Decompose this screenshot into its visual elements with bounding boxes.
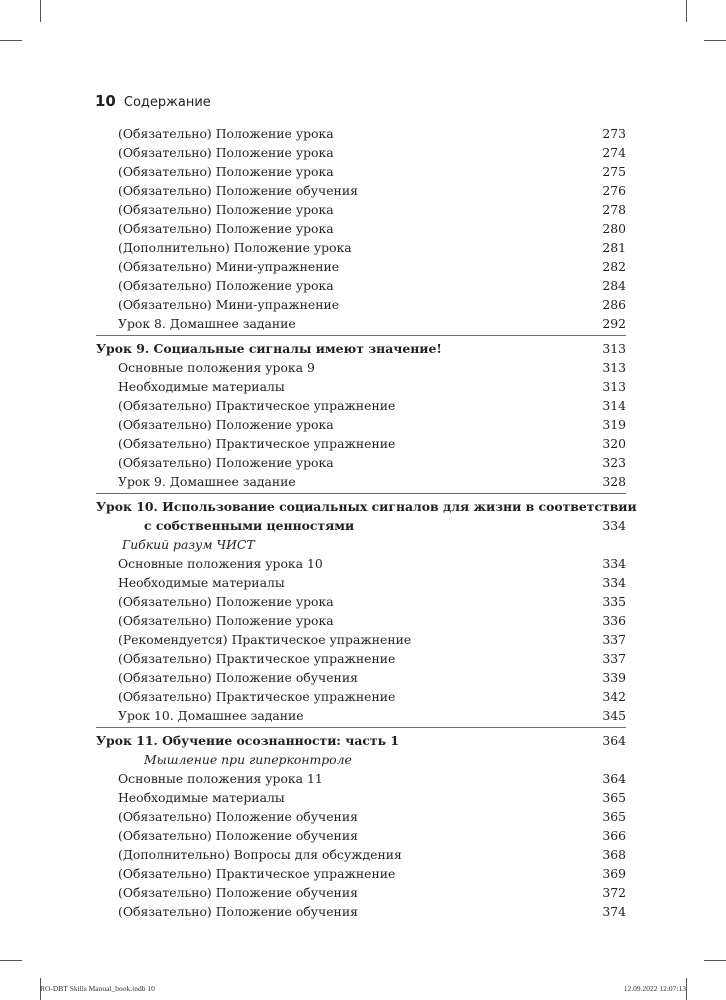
page-ref: 281: [602, 240, 626, 255]
footer-file: RO-DBT Skills Manual_book.indb 10: [40, 984, 155, 993]
page-ref: 365: [602, 790, 626, 805]
page-ref: 313: [602, 341, 626, 356]
toc-section-lesson8-tail: [118, 124, 626, 333]
running-title: Содержание: [123, 95, 211, 110]
page-ref: 282: [602, 259, 626, 274]
lesson-title: Урок 10. Использование социальных сигналов для жизни в соответствии: [96, 499, 637, 514]
page-ref: 334: [602, 556, 626, 571]
page-ref: 314: [602, 398, 626, 413]
page-ref: 342: [602, 689, 626, 704]
crop-mark: [40, 0, 41, 22]
page-ref: 334: [602, 518, 626, 533]
entry-title: (Обязательно) Положение обучения: [118, 904, 358, 919]
toc-entry: [118, 826, 626, 845]
toc-entry: [118, 649, 626, 668]
toc-entry: [118, 257, 626, 276]
page-ref: 274: [602, 145, 626, 160]
page-ref: 334: [602, 575, 626, 590]
page-ref: 286: [602, 297, 626, 312]
page-ref: 336: [602, 613, 626, 628]
toc-entry: [118, 200, 626, 219]
toc-entry: [118, 124, 626, 143]
entry-title: (Обязательно) Положение урока: [118, 613, 334, 628]
toc-entry: [118, 845, 626, 864]
page-ref: 365: [602, 809, 626, 824]
entry-title: (Обязательно) Положение урока: [118, 221, 334, 236]
page-ref: 372: [602, 885, 626, 900]
section-divider: [96, 335, 626, 336]
toc-entry: [118, 295, 626, 314]
lesson-title: Урок 11. Обучение осознанности: часть 1: [96, 733, 399, 748]
toc-entry: [118, 314, 626, 333]
entry-title: (Обязательно) Положение урока: [118, 202, 334, 217]
toc-section-lesson9: [118, 358, 626, 491]
entry-title: (Обязательно) Положение урока: [118, 278, 334, 293]
page-ref: 328: [602, 474, 626, 489]
toc-entry: [118, 358, 626, 377]
toc-entry: [118, 611, 626, 630]
page-ref: 368: [602, 847, 626, 862]
crop-mark: [0, 960, 22, 961]
toc-entry: [118, 706, 626, 725]
toc-lesson-heading: [96, 497, 637, 554]
toc-entry: [118, 554, 626, 573]
entry-title: (Обязательно) Положение урока: [118, 164, 334, 179]
running-header: [95, 92, 211, 110]
entry-title: (Обязательно) Положение урока: [118, 417, 334, 432]
page-ref: 364: [602, 733, 626, 748]
toc-entry: [118, 434, 626, 453]
toc-entry: [118, 883, 626, 902]
page-ref: 313: [602, 360, 626, 375]
crop-mark: [0, 40, 22, 41]
page-ref: 335: [602, 594, 626, 609]
entry-title: (Обязательно) Положение обучения: [118, 670, 358, 685]
toc-entry: [118, 630, 626, 649]
page-ref: 276: [602, 183, 626, 198]
lesson-title-cont: с собственными ценностями: [144, 518, 355, 533]
entry-title: (Обязательно) Положение урока: [118, 126, 334, 141]
toc-entry: [118, 472, 626, 491]
toc-entry: [118, 162, 626, 181]
toc-entry: [118, 276, 626, 295]
entry-title: (Обязательно) Положение урока: [118, 145, 334, 160]
crop-mark: [686, 0, 687, 22]
entry-title: (Обязательно) Практическое упражнение: [118, 866, 396, 881]
lesson-title: Урок 9. Социальные сигналы имеют значение!: [96, 341, 442, 356]
entry-title: Урок 8. Домашнее задание: [118, 316, 296, 331]
section-divider: [96, 727, 626, 728]
entry-title: (Обязательно) Положение обучения: [118, 828, 358, 843]
entry-title: (Дополнительно) Вопросы для обсуждения: [118, 847, 402, 862]
page-ref: 369: [602, 866, 626, 881]
toc-entry: [118, 143, 626, 162]
entry-title: (Обязательно) Положение обучения: [118, 809, 358, 824]
page-ref: 292: [602, 316, 626, 331]
crop-mark: [686, 978, 687, 1000]
page-ref: 278: [602, 202, 626, 217]
toc-entry: [118, 377, 626, 396]
page-number: 10: [95, 92, 116, 110]
toc-entry: [118, 864, 626, 883]
page-ref: 337: [602, 632, 626, 647]
toc-section-lesson10: [118, 554, 626, 725]
page-ref: 345: [602, 708, 626, 723]
toc-entry: [118, 807, 626, 826]
entry-title: Необходимые материалы: [118, 790, 285, 805]
entry-title: (Обязательно) Положение обучения: [118, 885, 358, 900]
toc-section-lesson11: [118, 769, 626, 921]
toc-lesson-heading: [96, 339, 626, 358]
crop-mark: [704, 40, 726, 41]
toc-entry: [118, 573, 626, 592]
toc-entry: [118, 181, 626, 200]
page-ref: 374: [602, 904, 626, 919]
entry-title: (Обязательно) Мини-упражнение: [118, 259, 340, 274]
entry-title: (Обязательно) Практическое упражнение: [118, 436, 396, 451]
entry-title: Основные положения урока 10: [118, 556, 323, 571]
toc-entry: [118, 238, 626, 257]
entry-title: Урок 9. Домашнее задание: [118, 474, 296, 489]
page-ref: 364: [602, 771, 626, 786]
toc-entry: [118, 396, 626, 415]
section-divider: [96, 493, 626, 494]
toc-entry: [118, 687, 626, 706]
toc-entry: [118, 453, 626, 472]
entry-title: Основные положения урока 9: [118, 360, 315, 375]
page-ref: 337: [602, 651, 626, 666]
entry-title: (Обязательно) Положение обучения: [118, 183, 358, 198]
toc-lesson-heading: [96, 731, 626, 750]
page-ref: 319: [602, 417, 626, 432]
page-ref: 323: [602, 455, 626, 470]
entry-title: (Обязательно) Мини-упражнение: [118, 297, 340, 312]
page-ref: 339: [602, 670, 626, 685]
entry-title: (Обязательно) Практическое упражнение: [118, 689, 396, 704]
crop-mark: [704, 960, 726, 961]
entry-title: (Дополнительно) Положение урока: [118, 240, 352, 255]
toc-entry: [118, 592, 626, 611]
entry-title: Урок 10. Домашнее задание: [118, 708, 304, 723]
entry-title: Основные положения урока 11: [118, 771, 323, 786]
page-ref: 275: [602, 164, 626, 179]
toc-entry: [118, 902, 626, 921]
entry-title: (Обязательно) Положение урока: [118, 594, 334, 609]
page-ref: 320: [602, 436, 626, 451]
page-ref: 366: [602, 828, 626, 843]
entry-title: (Обязательно) Положение урока: [118, 455, 334, 470]
footer-timestamp: 12.09.2022 12:07:13: [623, 984, 686, 993]
table-of-contents: [96, 124, 637, 921]
lesson-subtitle: Гибкий разум ЧИСТ: [122, 537, 255, 552]
entry-title: (Обязательно) Практическое упражнение: [118, 651, 396, 666]
toc-entry: [118, 668, 626, 687]
entry-title: Необходимые материалы: [118, 379, 285, 394]
entry-title: (Рекомендуется) Практическое упражнение: [118, 632, 412, 647]
toc-entry: [118, 415, 626, 434]
toc-entry: [118, 788, 626, 807]
toc-entry: [118, 769, 626, 788]
lesson-subtitle: Мышление при гиперконтроле: [144, 752, 352, 767]
toc-entry: [118, 219, 626, 238]
page-ref: 313: [602, 379, 626, 394]
page-ref: 284: [602, 278, 626, 293]
entry-title: (Обязательно) Практическое упражнение: [118, 398, 396, 413]
page-ref: 273: [602, 126, 626, 141]
entry-title: Необходимые материалы: [118, 575, 285, 590]
page-ref: 280: [602, 221, 626, 236]
